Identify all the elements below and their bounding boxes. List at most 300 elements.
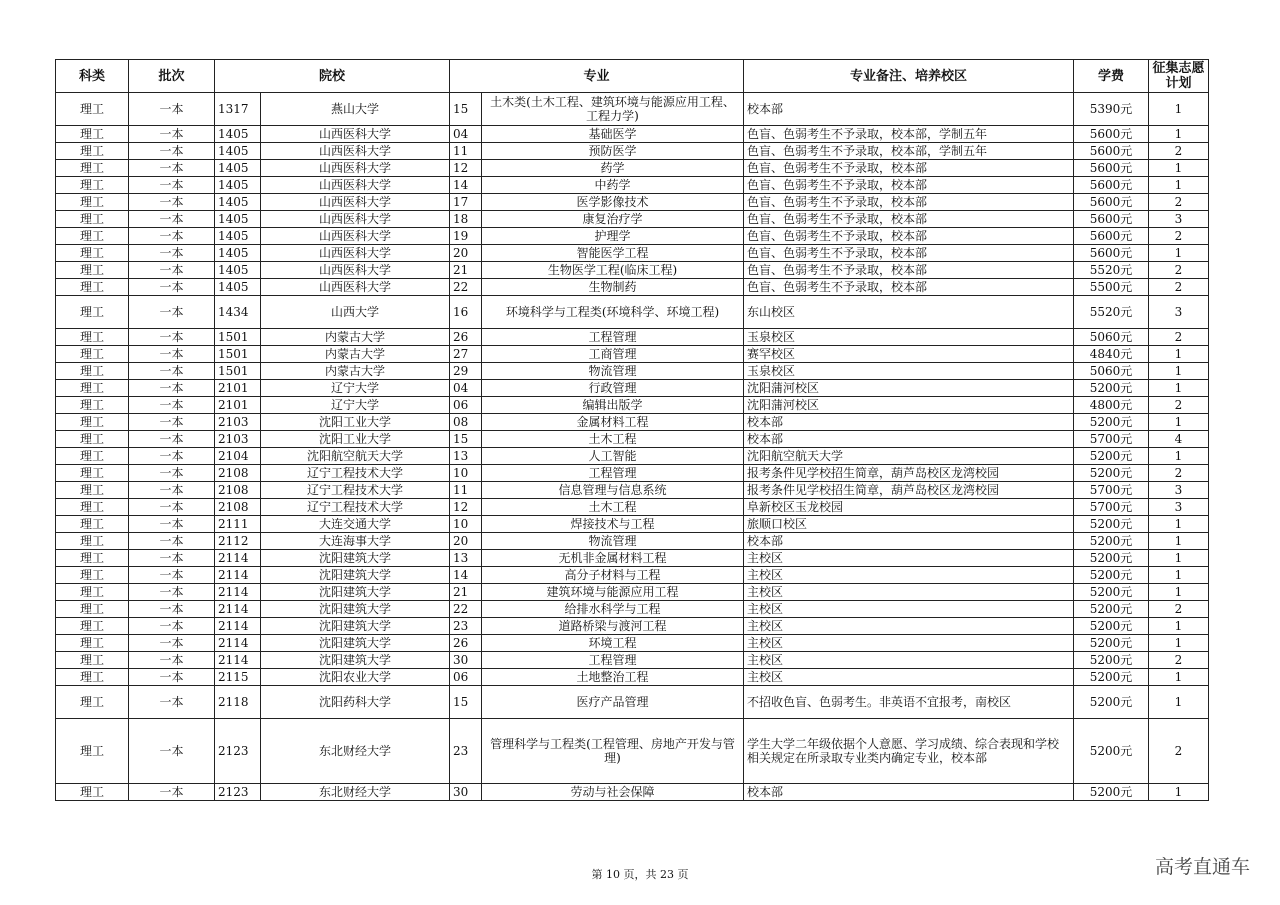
- cell-note: 校本部: [744, 93, 1074, 126]
- table-row: [56, 126, 1209, 143]
- cell-major-code: 18: [450, 211, 482, 228]
- cell-school-name: 沈阳工业大学: [261, 431, 450, 448]
- cell-school-code: 2114: [215, 618, 261, 635]
- cell-school-code: 2108: [215, 499, 261, 516]
- cell-note: 色盲、色弱考生不予录取，校本部，学制五年: [744, 126, 1074, 143]
- table-row: [56, 346, 1209, 363]
- cell-major-name: 高分子材料与工程: [482, 567, 744, 584]
- cell-major-code: 04: [450, 380, 482, 397]
- cell-major-code: 13: [450, 448, 482, 465]
- cell-school-code: 1405: [215, 211, 261, 228]
- cell-fee: 5700元: [1074, 499, 1149, 516]
- cell-major-name: 信息管理与信息系统: [482, 482, 744, 499]
- cell-major-code: 23: [450, 719, 482, 784]
- cell-note: 主校区: [744, 618, 1074, 635]
- cell-major-name: 给排水科学与工程: [482, 601, 744, 618]
- cell-school-name: 燕山大学: [261, 93, 450, 126]
- cell-major-code: 30: [450, 652, 482, 669]
- cell-fee: 5200元: [1074, 635, 1149, 652]
- cell-major-name: 环境科学与工程类(环境科学、环境工程): [482, 296, 744, 329]
- cell-school-code: 2112: [215, 533, 261, 550]
- table-row: [56, 784, 1209, 801]
- cell-major-name: 行政管理: [482, 380, 744, 397]
- cell-plan: 1: [1149, 177, 1209, 194]
- cell-note: 旅顺口校区: [744, 516, 1074, 533]
- cell-subject: 理工: [56, 329, 129, 346]
- cell-school-code: 1405: [215, 143, 261, 160]
- cell-school-code: 2115: [215, 669, 261, 686]
- table-row: [56, 584, 1209, 601]
- cell-subject: 理工: [56, 211, 129, 228]
- cell-plan: 1: [1149, 245, 1209, 262]
- cell-note: 色盲、色弱考生不予录取，校本部: [744, 279, 1074, 296]
- cell-batch: 一本: [129, 499, 215, 516]
- cell-school-code: 2118: [215, 686, 261, 719]
- cell-plan: 1: [1149, 550, 1209, 567]
- cell-major-code: 26: [450, 329, 482, 346]
- cell-major-name: 土地整治工程: [482, 669, 744, 686]
- cell-batch: 一本: [129, 296, 215, 329]
- cell-fee: 4840元: [1074, 346, 1149, 363]
- cell-plan: 2: [1149, 279, 1209, 296]
- cell-batch: 一本: [129, 431, 215, 448]
- cell-major-name: 编辑出版学: [482, 397, 744, 414]
- cell-fee: 5600元: [1074, 228, 1149, 245]
- cell-subject: 理工: [56, 635, 129, 652]
- cell-major-code: 22: [450, 601, 482, 618]
- table-row: [56, 296, 1209, 329]
- cell-subject: 理工: [56, 228, 129, 245]
- cell-batch: 一本: [129, 584, 215, 601]
- cell-batch: 一本: [129, 482, 215, 499]
- cell-subject: 理工: [56, 397, 129, 414]
- cell-subject: 理工: [56, 414, 129, 431]
- cell-subject: 理工: [56, 686, 129, 719]
- cell-school-name: 山西医科大学: [261, 126, 450, 143]
- cell-school-code: 2111: [215, 516, 261, 533]
- cell-school-code: 1501: [215, 346, 261, 363]
- table-row: [56, 499, 1209, 516]
- cell-fee: 5700元: [1074, 482, 1149, 499]
- cell-major-code: 06: [450, 397, 482, 414]
- cell-note: 主校区: [744, 652, 1074, 669]
- table-row: [56, 448, 1209, 465]
- cell-major-name: 康复治疗学: [482, 211, 744, 228]
- cell-subject: 理工: [56, 719, 129, 784]
- cell-note: 校本部: [744, 533, 1074, 550]
- cell-school-name: 东北财经大学: [261, 784, 450, 801]
- cell-school-code: 2104: [215, 448, 261, 465]
- cell-major-code: 27: [450, 346, 482, 363]
- cell-major-code: 17: [450, 194, 482, 211]
- cell-plan: 1: [1149, 567, 1209, 584]
- cell-fee: 5520元: [1074, 262, 1149, 279]
- cell-school-code: 2101: [215, 397, 261, 414]
- cell-school-name: 山西医科大学: [261, 279, 450, 296]
- cell-note: 主校区: [744, 601, 1074, 618]
- table-row: [56, 533, 1209, 550]
- cell-major-name: 预防医学: [482, 143, 744, 160]
- cell-fee: 5200元: [1074, 516, 1149, 533]
- cell-plan: 1: [1149, 448, 1209, 465]
- cell-batch: 一本: [129, 194, 215, 211]
- cell-fee: 5700元: [1074, 431, 1149, 448]
- cell-major-code: 14: [450, 177, 482, 194]
- cell-subject: 理工: [56, 567, 129, 584]
- table-row: [56, 194, 1209, 211]
- cell-batch: 一本: [129, 177, 215, 194]
- cell-school-name: 辽宁工程技术大学: [261, 465, 450, 482]
- cell-major-code: 21: [450, 262, 482, 279]
- cell-major-name: 生物制药: [482, 279, 744, 296]
- cell-school-name: 沈阳建筑大学: [261, 567, 450, 584]
- cell-batch: 一本: [129, 635, 215, 652]
- cell-major-name: 药学: [482, 160, 744, 177]
- cell-plan: 1: [1149, 533, 1209, 550]
- cell-fee: 5200元: [1074, 686, 1149, 719]
- cell-plan: 4: [1149, 431, 1209, 448]
- cell-plan: 3: [1149, 296, 1209, 329]
- cell-fee: 5200元: [1074, 567, 1149, 584]
- cell-major-code: 19: [450, 228, 482, 245]
- cell-batch: 一本: [129, 652, 215, 669]
- cell-plan: 3: [1149, 211, 1209, 228]
- cell-note: 主校区: [744, 567, 1074, 584]
- cell-major-name: 建筑环境与能源应用工程: [482, 584, 744, 601]
- cell-batch: 一本: [129, 93, 215, 126]
- cell-major-name: 医疗产品管理: [482, 686, 744, 719]
- cell-fee: 5600元: [1074, 194, 1149, 211]
- cell-school-name: 大连交通大学: [261, 516, 450, 533]
- cell-batch: 一本: [129, 784, 215, 801]
- cell-major-code: 12: [450, 499, 482, 516]
- table-row: [56, 363, 1209, 380]
- cell-note: 色盲、色弱考生不予录取，校本部: [744, 160, 1074, 177]
- cell-fee: 5520元: [1074, 296, 1149, 329]
- table-row: [56, 635, 1209, 652]
- cell-fee: 5200元: [1074, 465, 1149, 482]
- cell-plan: 1: [1149, 160, 1209, 177]
- cell-batch: 一本: [129, 601, 215, 618]
- cell-subject: 理工: [56, 669, 129, 686]
- cell-major-name: 生物医学工程(临床工程): [482, 262, 744, 279]
- cell-school-name: 沈阳建筑大学: [261, 652, 450, 669]
- table-row: [56, 160, 1209, 177]
- table-row: [56, 177, 1209, 194]
- cell-school-name: 沈阳建筑大学: [261, 601, 450, 618]
- cell-subject: 理工: [56, 465, 129, 482]
- cell-subject: 理工: [56, 618, 129, 635]
- table-row: [56, 211, 1209, 228]
- cell-fee: 5060元: [1074, 363, 1149, 380]
- cell-school-code: 2123: [215, 719, 261, 784]
- cell-subject: 理工: [56, 194, 129, 211]
- cell-batch: 一本: [129, 126, 215, 143]
- cell-school-code: 2114: [215, 601, 261, 618]
- table-row: [56, 465, 1209, 482]
- cell-major-name: 工程管理: [482, 465, 744, 482]
- cell-plan: 2: [1149, 719, 1209, 784]
- table-row: [56, 601, 1209, 618]
- cell-major-code: 30: [450, 784, 482, 801]
- cell-major-name: 道路桥梁与渡河工程: [482, 618, 744, 635]
- header-subject: 科类: [56, 60, 129, 93]
- cell-batch: 一本: [129, 719, 215, 784]
- header-fee: 学费: [1074, 60, 1149, 93]
- page-footer: 第 10 页，共 23 页: [591, 868, 689, 881]
- cell-note: 赛罕校区: [744, 346, 1074, 363]
- cell-major-code: 29: [450, 363, 482, 380]
- cell-school-code: 2108: [215, 482, 261, 499]
- cell-subject: 理工: [56, 482, 129, 499]
- cell-school-name: 山西医科大学: [261, 245, 450, 262]
- cell-fee: 5200元: [1074, 550, 1149, 567]
- cell-school-name: 东北财经大学: [261, 719, 450, 784]
- cell-fee: 5200元: [1074, 601, 1149, 618]
- cell-fee: 4800元: [1074, 397, 1149, 414]
- cell-major-code: 16: [450, 296, 482, 329]
- table-header-row: [56, 60, 1209, 93]
- cell-school-name: 沈阳建筑大学: [261, 635, 450, 652]
- cell-school-code: 2123: [215, 784, 261, 801]
- cell-note: 色盲、色弱考生不予录取，校本部: [744, 245, 1074, 262]
- cell-school-code: 1501: [215, 363, 261, 380]
- cell-school-code: 1405: [215, 262, 261, 279]
- cell-school-name: 山西医科大学: [261, 143, 450, 160]
- cell-plan: 1: [1149, 363, 1209, 380]
- cell-note: 主校区: [744, 550, 1074, 567]
- cell-batch: 一本: [129, 262, 215, 279]
- watermark: 高考直通车: [1154, 856, 1250, 878]
- cell-major-code: 20: [450, 245, 482, 262]
- cell-major-name: 人工智能: [482, 448, 744, 465]
- cell-subject: 理工: [56, 652, 129, 669]
- cell-note: 色盲、色弱考生不予录取，校本部，学制五年: [744, 143, 1074, 160]
- table-row: [56, 93, 1209, 126]
- cell-subject: 理工: [56, 346, 129, 363]
- cell-note: 沈阳蒲河校区: [744, 397, 1074, 414]
- cell-plan: 2: [1149, 194, 1209, 211]
- cell-major-name: 环境工程: [482, 635, 744, 652]
- cell-school-name: 山西医科大学: [261, 228, 450, 245]
- cell-school-code: 1317: [215, 93, 261, 126]
- cell-batch: 一本: [129, 211, 215, 228]
- cell-fee: 5200元: [1074, 652, 1149, 669]
- cell-plan: 1: [1149, 686, 1209, 719]
- cell-major-code: 13: [450, 550, 482, 567]
- cell-school-name: 山西医科大学: [261, 211, 450, 228]
- cell-fee: 5390元: [1074, 93, 1149, 126]
- cell-major-name: 医学影像技术: [482, 194, 744, 211]
- cell-note: 色盲、色弱考生不予录取，校本部: [744, 211, 1074, 228]
- cell-batch: 一本: [129, 669, 215, 686]
- cell-major-name: 焊接技术与工程: [482, 516, 744, 533]
- cell-note: 校本部: [744, 431, 1074, 448]
- cell-school-code: 2108: [215, 465, 261, 482]
- cell-major-name: 智能医学工程: [482, 245, 744, 262]
- table-row: [56, 279, 1209, 296]
- cell-school-name: 内蒙古大学: [261, 363, 450, 380]
- cell-school-code: 1405: [215, 228, 261, 245]
- header-major: 专业: [450, 60, 744, 93]
- cell-fee: 5600元: [1074, 245, 1149, 262]
- cell-subject: 理工: [56, 516, 129, 533]
- cell-school-name: 山西医科大学: [261, 160, 450, 177]
- cell-note: 东山校区: [744, 296, 1074, 329]
- cell-note: 不招收色盲、色弱考生。非英语不宜报考，南校区: [744, 686, 1074, 719]
- table-row: [56, 516, 1209, 533]
- cell-note: 校本部: [744, 414, 1074, 431]
- cell-school-code: 1501: [215, 329, 261, 346]
- cell-major-name: 无机非金属材料工程: [482, 550, 744, 567]
- cell-plan: 1: [1149, 784, 1209, 801]
- cell-plan: 2: [1149, 228, 1209, 245]
- header-note: 专业备注、培养校区: [744, 60, 1074, 93]
- cell-batch: 一本: [129, 228, 215, 245]
- table-row: [56, 482, 1209, 499]
- cell-fee: 5200元: [1074, 719, 1149, 784]
- cell-batch: 一本: [129, 397, 215, 414]
- cell-major-name: 中药学: [482, 177, 744, 194]
- header-plan: 征集志愿计划: [1149, 60, 1209, 93]
- cell-batch: 一本: [129, 550, 215, 567]
- cell-major-name: 劳动与社会保障: [482, 784, 744, 801]
- cell-major-code: 14: [450, 567, 482, 584]
- cell-note: 色盲、色弱考生不予录取，校本部: [744, 194, 1074, 211]
- table-row: [56, 550, 1209, 567]
- cell-school-code: 2103: [215, 431, 261, 448]
- cell-school-code: 1405: [215, 126, 261, 143]
- cell-batch: 一本: [129, 686, 215, 719]
- cell-school-code: 1434: [215, 296, 261, 329]
- cell-school-name: 辽宁工程技术大学: [261, 499, 450, 516]
- cell-fee: 5200元: [1074, 414, 1149, 431]
- cell-school-name: 辽宁工程技术大学: [261, 482, 450, 499]
- table-row: [56, 397, 1209, 414]
- cell-major-name: 管理科学与工程类(工程管理、房地产开发与管理): [482, 719, 744, 784]
- cell-plan: 1: [1149, 380, 1209, 397]
- cell-subject: 理工: [56, 499, 129, 516]
- cell-school-name: 沈阳建筑大学: [261, 550, 450, 567]
- cell-plan: 2: [1149, 329, 1209, 346]
- cell-note: 色盲、色弱考生不予录取，校本部: [744, 228, 1074, 245]
- cell-subject: 理工: [56, 448, 129, 465]
- cell-batch: 一本: [129, 567, 215, 584]
- cell-batch: 一本: [129, 329, 215, 346]
- cell-subject: 理工: [56, 363, 129, 380]
- cell-note: 色盲、色弱考生不予录取，校本部: [744, 262, 1074, 279]
- cell-plan: 2: [1149, 397, 1209, 414]
- cell-school-code: 2114: [215, 584, 261, 601]
- cell-batch: 一本: [129, 346, 215, 363]
- cell-major-code: 15: [450, 686, 482, 719]
- cell-plan: 1: [1149, 669, 1209, 686]
- table-row: [56, 329, 1209, 346]
- cell-major-code: 22: [450, 279, 482, 296]
- cell-school-name: 山西医科大学: [261, 194, 450, 211]
- cell-fee: 5600元: [1074, 160, 1149, 177]
- cell-fee: 5600元: [1074, 177, 1149, 194]
- cell-subject: 理工: [56, 245, 129, 262]
- table-row: [56, 380, 1209, 397]
- cell-fee: 5060元: [1074, 329, 1149, 346]
- cell-major-code: 11: [450, 143, 482, 160]
- cell-note: 沈阳航空航天大学: [744, 448, 1074, 465]
- cell-note: 阜新校区玉龙校园: [744, 499, 1074, 516]
- cell-batch: 一本: [129, 363, 215, 380]
- cell-batch: 一本: [129, 448, 215, 465]
- cell-plan: 3: [1149, 499, 1209, 516]
- cell-batch: 一本: [129, 245, 215, 262]
- cell-school-name: 内蒙古大学: [261, 329, 450, 346]
- cell-plan: 3: [1149, 482, 1209, 499]
- cell-fee: 5600元: [1074, 211, 1149, 228]
- table-row: [56, 245, 1209, 262]
- cell-school-code: 2101: [215, 380, 261, 397]
- header-batch: 批次: [129, 60, 215, 93]
- cell-school-name: 山西医科大学: [261, 177, 450, 194]
- cell-batch: 一本: [129, 465, 215, 482]
- cell-fee: 5200元: [1074, 618, 1149, 635]
- cell-subject: 理工: [56, 550, 129, 567]
- cell-batch: 一本: [129, 414, 215, 431]
- cell-major-name: 物流管理: [482, 533, 744, 550]
- cell-subject: 理工: [56, 177, 129, 194]
- cell-subject: 理工: [56, 784, 129, 801]
- cell-batch: 一本: [129, 160, 215, 177]
- table-row: [56, 669, 1209, 686]
- cell-fee: 5200元: [1074, 669, 1149, 686]
- cell-plan: 1: [1149, 93, 1209, 126]
- cell-major-code: 20: [450, 533, 482, 550]
- cell-school-code: 2114: [215, 635, 261, 652]
- cell-school-code: 1405: [215, 160, 261, 177]
- cell-school-name: 沈阳工业大学: [261, 414, 450, 431]
- cell-subject: 理工: [56, 160, 129, 177]
- cell-plan: 1: [1149, 126, 1209, 143]
- cell-major-name: 工程管理: [482, 329, 744, 346]
- cell-subject: 理工: [56, 584, 129, 601]
- cell-major-name: 基础医学: [482, 126, 744, 143]
- cell-plan: 2: [1149, 143, 1209, 160]
- cell-major-code: 04: [450, 126, 482, 143]
- cell-major-code: 21: [450, 584, 482, 601]
- table-row: [56, 719, 1209, 784]
- cell-batch: 一本: [129, 618, 215, 635]
- cell-plan: 1: [1149, 635, 1209, 652]
- table-row: [56, 618, 1209, 635]
- cell-school-code: 1405: [215, 245, 261, 262]
- cell-subject: 理工: [56, 533, 129, 550]
- cell-plan: 2: [1149, 652, 1209, 669]
- cell-note: 沈阳蒲河校区: [744, 380, 1074, 397]
- cell-subject: 理工: [56, 126, 129, 143]
- cell-note: 学生大学二年级依据个人意愿、学习成绩、综合表现和学校相关规定在所录取专业类内确定专业，校本部: [744, 719, 1074, 784]
- table-row: [56, 567, 1209, 584]
- cell-plan: 1: [1149, 414, 1209, 431]
- cell-school-name: 山西医科大学: [261, 262, 450, 279]
- cell-major-code: 10: [450, 465, 482, 482]
- cell-school-name: 沈阳建筑大学: [261, 584, 450, 601]
- cell-major-code: 11: [450, 482, 482, 499]
- cell-batch: 一本: [129, 516, 215, 533]
- cell-major-code: 08: [450, 414, 482, 431]
- cell-school-name: 辽宁大学: [261, 397, 450, 414]
- cell-subject: 理工: [56, 601, 129, 618]
- cell-plan: 2: [1149, 262, 1209, 279]
- cell-major-code: 15: [450, 93, 482, 126]
- cell-note: 主校区: [744, 669, 1074, 686]
